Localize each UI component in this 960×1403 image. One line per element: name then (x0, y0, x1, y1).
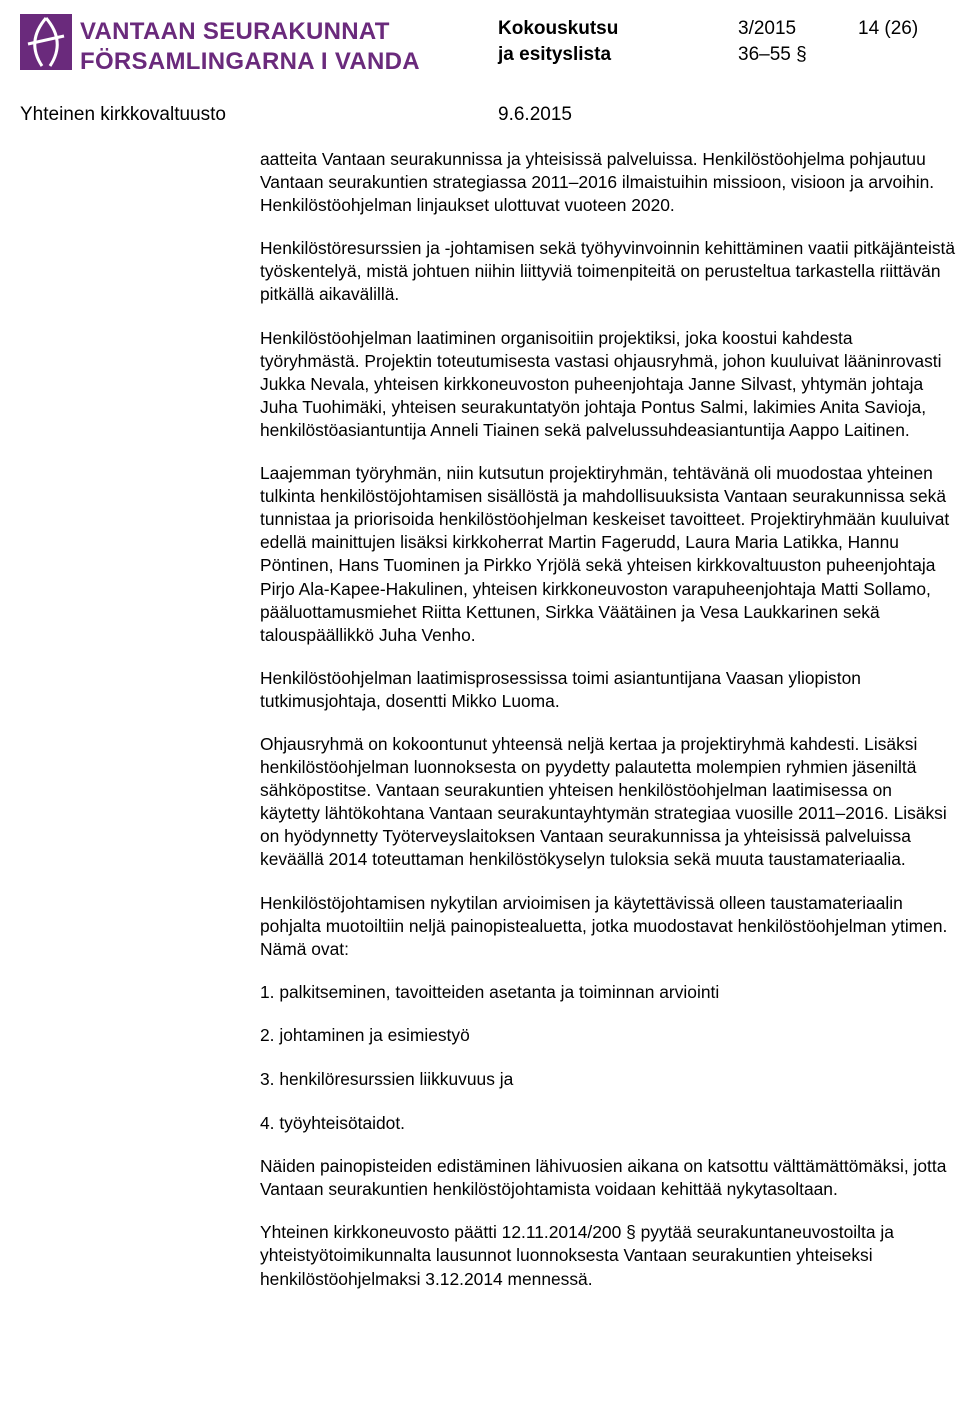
doc-subtitle: ja esityslista (498, 44, 612, 65)
issue-number: 3/2015 (738, 18, 797, 39)
paragraph: Henkilöstöjohtamisen nykytilan arvioimisen ja käytettävissä olleen taustamateriaalin pohjalta muotoiltiin neljä painopistealuetta, jotka muodostavat henkilöstöohjelman ytimen. Nämä ovat: (260, 892, 948, 959)
meeting-date: 9.6.2015 (498, 104, 572, 125)
org-name-swedish: FÖRSAMLINGARNA I VANDA (80, 48, 420, 75)
focus-area-list (260, 981, 955, 1135)
paragraph: Yhteinen kirkkoneuvosto päätti 12.11.2014/200 § pyytää seurakuntaneuvostoilta ja yhteistyötoimikunnalta lausunnot luonnoksesta Vantaan seurakuntien yhteiseksi henkilöstöohjelmaksi 3.12.2014 mennessä. (260, 1222, 894, 1289)
paragraph: Henkilöstöohjelman laatiminen organisoitiin projektiksi, joka koostui kahdesta työryhmästä. Projektin toteutumisesta vastasi ohjausryhmä, johon kuuluivat lääninrovasti Jukka Nevala, yhteisen kirkkoneuvoston puheenjohtaja Janne Silvast, yhtymän johtaja Juha Tuohimäki, yhteisen seurakuntatyön johtaja Pontus Salmi, lakimies Anita Savioja, henkilöstöasiantuntija Anneli Tiainen sekä palvelussuhdeasiantuntija Aappo Laitinen. (260, 327, 942, 440)
list-item: 2. johtaminen ja esimiestyö (260, 1025, 470, 1046)
paragraph: Henkilöstöresurssien ja -johtamisen sekä työhyvinvoinnin kehittäminen vaatii pitkäjänteistä työskentelyä, mistä johtuen niihin liittyviä toimenpiteitä on perusteltua tarkastella riittävän pitkällä aikavälillä. (260, 238, 956, 305)
church-logo-icon (20, 14, 72, 70)
list-item: 3. henkilöresurssien liikkuvuus ja (260, 1069, 514, 1089)
organization-logo (20, 12, 420, 75)
paragraph: Henkilöstöohjelman laatimisprosessissa toimi asiantuntijana Vaasan yliopiston tutkimusjohtaja, dosentti Mikko Luoma. (260, 667, 861, 711)
paragraph: Näiden painopisteiden edistäminen lähivuosien aikana on katsottu välttämättömäksi, jotta Vantaan seurakuntien henkilöstöjohtamista voidaan kehittää nykytasoltaan. (260, 1156, 947, 1200)
document-body (260, 148, 955, 1311)
meeting-body: Yhteinen kirkkovaltuusto (20, 104, 226, 125)
paragraph: aatteita Vantaan seurakunnissa ja yhteisissä palveluissa. Henkilöstöohjelma pohjautuu Vantaan seurakuntien strategiassa 2011–2016 ilmaistuihin missioon, visioon ja arvoihin. Henkilöstöohjelman linjaukset ulottuvat vuoteen 2020. (260, 149, 935, 216)
doc-title: Kokouskutsu (498, 18, 619, 39)
list-item: 4. työyhteisötaidot. (260, 1112, 406, 1133)
org-name-finnish: VANTAAN SEURAKUNNAT (80, 18, 390, 45)
section-range: 36–55 § (738, 44, 807, 65)
list-item: 1. palkitseminen, tavoitteiden asetanta ja toiminnan arviointi (260, 981, 720, 1002)
page-number: 14 (26) (858, 18, 919, 39)
paragraph: Ohjausryhmä on kokoontunut yhteensä neljä kertaa ja projektiryhmä kahdesti. Lisäksi henkilöstöohjelman luonnoksesta on pyydetty palautetta molempien ryhmien jäseniltä sähköpostitse. Vantaan seurakuntien yhteisen henkilöstöohjelman laatimisessa on käytetty lähtökohtana Vantaan seurakuntayhtymän strategiaa vuosille 2011–2016. Lisäksi on hyödynnetty Työterveyslaitoksen Vantaan seurakunnissa ja yhteisissä palveluissa keväällä 2014 toteuttaman henkilöstökyselyn tuloksia sekä muuta taustamateriaalia. (260, 733, 947, 870)
paragraph: Laajemman työryhmän, niin kutsutun projektiryhmän, tehtävänä oli muodostaa yhteinen tulkinta henkilöstöjohtamisen sisällöstä ja mahdollisuuksista Vantaan seurakunnissa sekä tunnistaa ja priorisoida henkilöstöohjelman keskeiset tavoitteet. Projektiryhmään kuuluivat edellä mainittujen lisäksi kirkkoherrat Martin Fagerudd, Laura Maria Latikka, Hannu Pöntinen, Hans Tuominen ja Pirkko Yrjölä sekä yhteisen kirkkovaltuuston puheenjohtaja Pirjo Ala-Kapee-Hakulinen, yhteisen kirkkoneuvoston varapuheenjohtaja Matti Sollamo, pääluottamusmiehet Riitta Kettunen, Sirkka Väätäinen ja Vesa Laukkarinen sekä talouspäällikkö Juha Venho. (260, 463, 950, 645)
